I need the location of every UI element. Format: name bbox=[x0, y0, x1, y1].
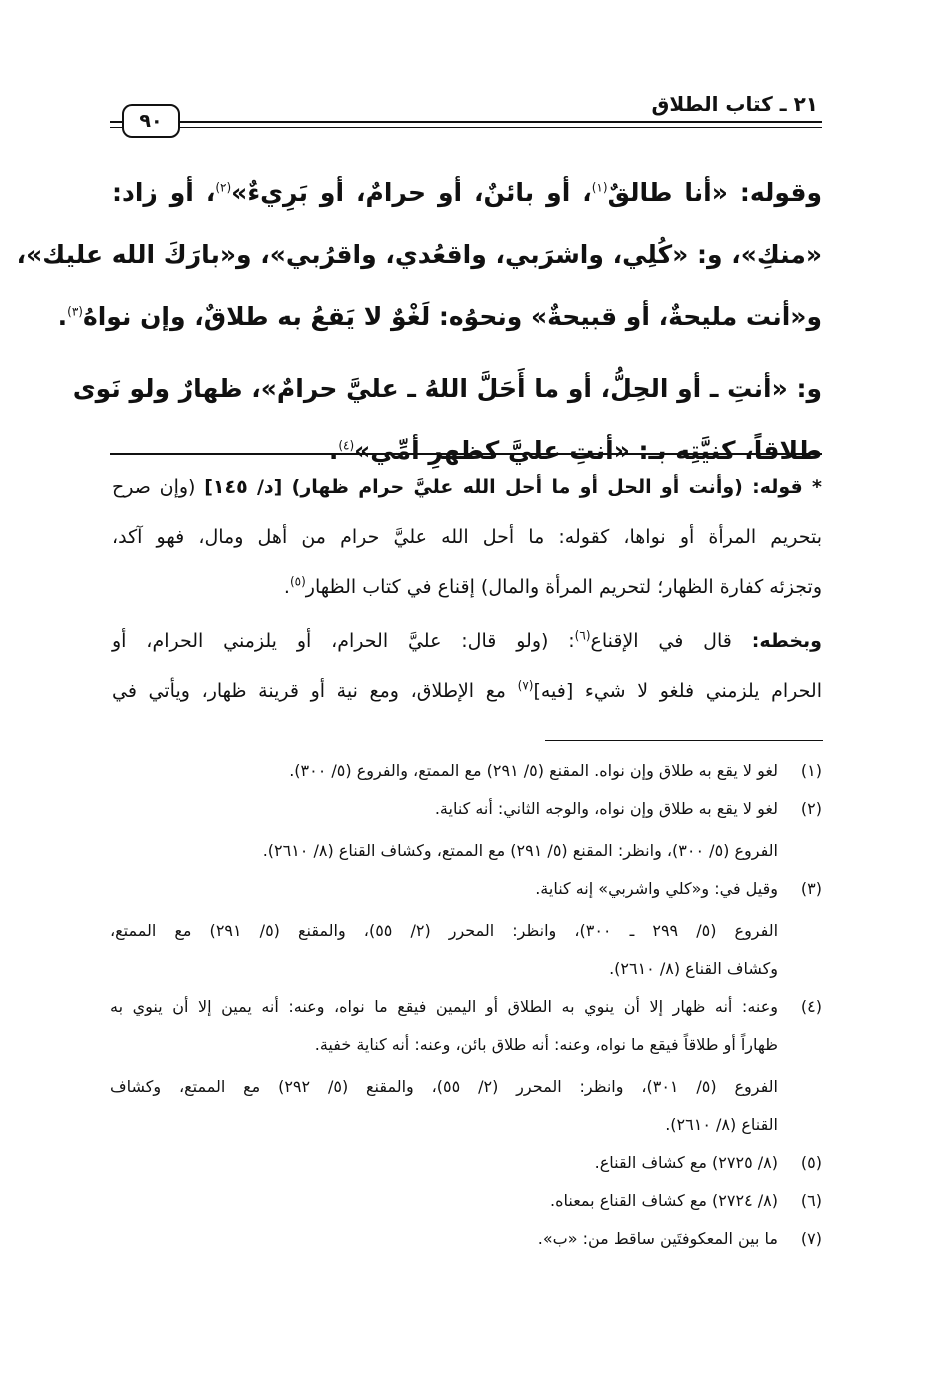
footnote-line: (٨/ ٢٧٢٤) مع كشاف القناع بمعناه. bbox=[550, 1191, 778, 1210]
commentary-line bbox=[112, 462, 822, 512]
footnote bbox=[110, 752, 822, 790]
footnote-ref: (٣) bbox=[67, 304, 83, 319]
text-run: ، أو زاد: bbox=[112, 178, 216, 207]
footnote-separator bbox=[545, 740, 823, 741]
footnote-reference-line: وكشاف القناع (٨/ ٢٦١٠). bbox=[609, 959, 778, 978]
text-run: و«أنت مليحةٌ، أو قبيحةٌ» ونحوُه: لَغْوٌ لا يَقعُ به طلاقٌ، وإن نواهُ bbox=[82, 302, 822, 331]
footnote bbox=[110, 870, 822, 988]
footnotes bbox=[110, 752, 822, 1258]
text-run: : (ولو قال: عليَّ الحرام، أو يلزمني الحرام، أو bbox=[112, 630, 575, 652]
footnote-number: (٤) bbox=[800, 997, 822, 1016]
footnote-reference-line: الفروع (٥/ ٣٠١)، وانظر: المحرر (٢/ ٥٥)، والمقنع (٥/ ٢٩٢) مع الممتع، وكشاف bbox=[110, 1077, 778, 1096]
footnote-line: وقيل في: و«كلي واشربي» إنه كناية. bbox=[535, 879, 778, 898]
text-run: . bbox=[283, 576, 290, 598]
commentary-heading: وبخطه: bbox=[751, 630, 822, 652]
footnote bbox=[110, 1144, 822, 1182]
footnote-number: (٢) bbox=[800, 799, 822, 818]
footnote-ref: (٧) bbox=[517, 678, 534, 693]
text-run: الحرام يلزمني فلغو لا شيء [فيه] bbox=[533, 680, 822, 702]
text-run: مع الإطلاق، ومع نية أو قرينة ظهار، ويأتي في bbox=[112, 680, 518, 702]
footnote-ref: (٢) bbox=[215, 180, 232, 195]
commentary-line bbox=[112, 616, 822, 666]
footnote-line: (٨/ ٢٧٢٥) مع كشاف القناع. bbox=[594, 1153, 778, 1172]
commentary-line bbox=[112, 562, 822, 612]
text-run: . bbox=[57, 302, 68, 331]
chapter-title: ٢١ ـ كتاب الطلاق bbox=[651, 92, 818, 116]
text-run: (وإن صرح bbox=[112, 476, 205, 498]
text-run: قال في الإقناع bbox=[590, 630, 752, 652]
text-run: «منكِ»، و: «كُلِي، واشرَبي، واقعُدي، واقرُبي»، و«بارَكَ الله عليك»، bbox=[16, 240, 822, 269]
commentary-heading: * قوله: (وأنت أو الحل أو ما أحل الله عليَّ حرام ظهار) [د/ ١٤٥] bbox=[204, 476, 822, 498]
footnote bbox=[110, 790, 822, 870]
header-rule-thick bbox=[110, 121, 822, 123]
section-divider bbox=[110, 453, 822, 455]
text-run: ، أو بائنٌ، أو حرامٌ، أو بَرِيءٌ» bbox=[231, 178, 592, 207]
main-text-line bbox=[16, 224, 822, 286]
text-run: . bbox=[328, 436, 339, 465]
page-header bbox=[110, 92, 822, 142]
footnote-line: وعنه: أنه ظهار إلا أن ينوي به الطلاق أو اليمين فيقع ما نواه، وعنه: أنه يمين إلا أن ينوي به bbox=[110, 997, 778, 1016]
footnote-number: (١) bbox=[800, 761, 822, 780]
header-rule-thin bbox=[110, 127, 822, 128]
page-number: ٩٠ bbox=[122, 104, 180, 138]
commentary bbox=[112, 462, 822, 716]
text-run: بتحريم المرأة أو نواها، كقوله: ما أحل الله عليَّ حرام من أهل ومال، فهو آكد، bbox=[112, 526, 822, 548]
main-text-line bbox=[57, 286, 822, 348]
footnote-line: ما بين المعكوفتَين ساقط من: «ب». bbox=[537, 1229, 778, 1248]
main-text-line bbox=[72, 358, 822, 420]
footnote-number: (٦) bbox=[800, 1191, 822, 1210]
commentary-line bbox=[112, 512, 822, 562]
text-run: وقوله: «أنا طالقٌ bbox=[607, 178, 822, 207]
footnote bbox=[110, 1182, 822, 1220]
footnote-ref: (٦) bbox=[574, 628, 591, 643]
footnote-number: (٥) bbox=[800, 1153, 822, 1172]
footnote-line: لغو لا يقع به طلاق وإن نواه، والوجه الثاني: أنه كناية. bbox=[434, 799, 778, 818]
footnote bbox=[110, 1220, 822, 1258]
footnote-line: ظهاراً أو طلاقاً فيقع ما نواه، وعنه: أنه طلاق بائن، وعنه: أنه كناية خفية. bbox=[314, 1035, 778, 1054]
footnote-reference-line: الفروع (٥/ ٢٩٩ ـ ٣٠٠)، وانظر: المحرر (٢/ ٥٥)، والمقنع (٥/ ٢٩١) مع الممتع، bbox=[110, 921, 779, 940]
footnote-ref: (١) bbox=[591, 180, 608, 195]
text-run: و: «أنتِ ـ أو الحِلُّ، أو ما أَحَلَّ اللهُ ـ عليَّ حرامٌ»، ظهارٌ ولو نَوى bbox=[72, 374, 822, 403]
footnote-ref: (٥) bbox=[289, 574, 306, 589]
text-run: طلاقاً، كنيَّتِه بـ: «أنتِ عليَّ كظهرِ أمِّي» bbox=[354, 436, 822, 465]
footnote-ref: (٤) bbox=[338, 438, 355, 453]
footnote-number: (٣) bbox=[800, 879, 822, 898]
main-text bbox=[16, 162, 822, 482]
footnote-reference-line: الفروع (٥/ ٣٠٠)، وانظر: المقنع (٥/ ٢٩١) مع الممتع، وكشاف القناع (٨/ ٢٦١٠). bbox=[262, 841, 778, 860]
footnote-reference-line: القناع (٨/ ٢٦١٠). bbox=[665, 1115, 778, 1134]
footnote-line: لغو لا يقع به طلاق وإن نواه. المقنع (٥/ ٢٩١) مع الممتع، والفروع (٥/ ٣٠٠). bbox=[289, 761, 778, 780]
footnote-number: (٧) bbox=[800, 1229, 822, 1248]
text-run: وتجزئه كفارة الظهار؛ لتحريم المرأة والمال) إقناع في كتاب الظهار bbox=[305, 576, 822, 598]
main-text-line bbox=[112, 162, 822, 224]
commentary-line bbox=[112, 666, 822, 716]
footnote bbox=[110, 988, 822, 1144]
